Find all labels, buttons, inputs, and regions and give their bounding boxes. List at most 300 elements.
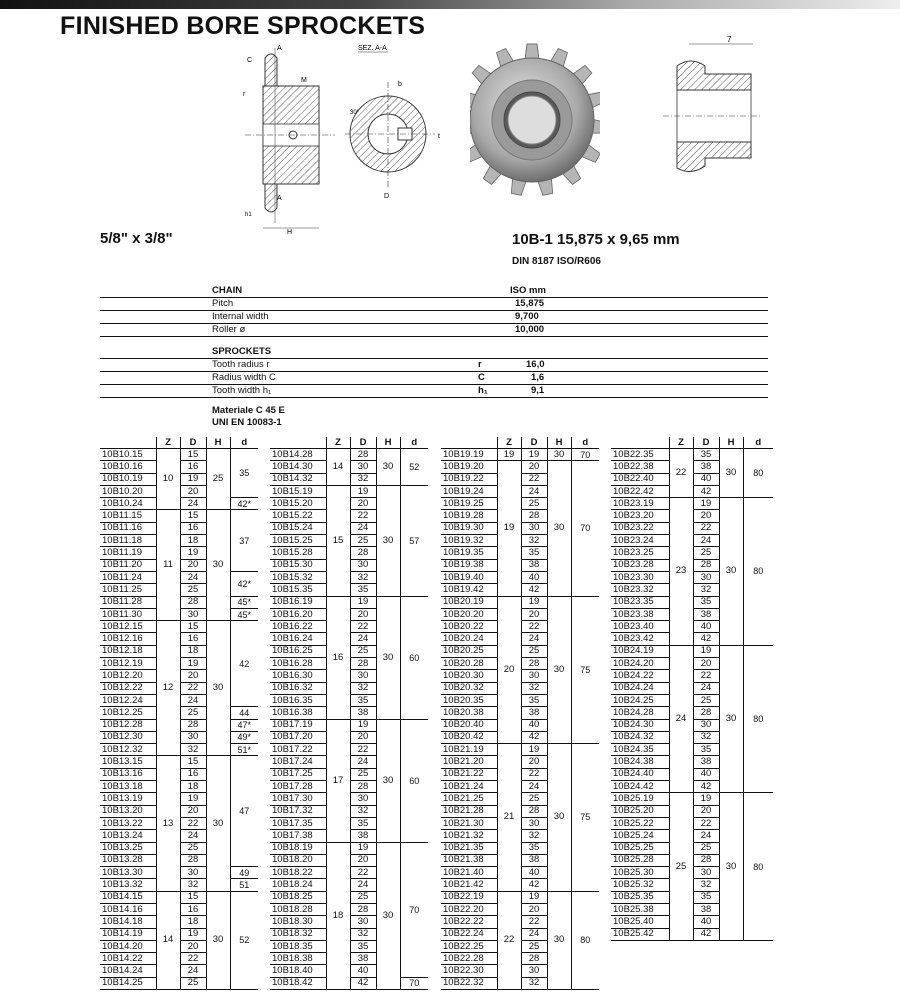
bore-diameter: 35	[693, 449, 719, 461]
product-code: 10B23.32	[611, 584, 669, 596]
bore-diameter: 35	[350, 940, 376, 952]
teeth-count: 16	[326, 596, 350, 719]
table-row	[611, 498, 773, 510]
label-m: M	[301, 77, 307, 84]
hub-diameter: 75	[571, 596, 599, 744]
product-code: 10B13.24	[100, 830, 156, 842]
product-code: 10B24.30	[611, 719, 669, 731]
bore-diameter: 30	[350, 916, 376, 928]
table-row	[441, 596, 599, 608]
bore-diameter: 16	[180, 522, 206, 534]
bore-diameter: 19	[350, 719, 376, 731]
bore-diameter: 19	[350, 596, 376, 608]
bore-diameter: 18	[180, 535, 206, 547]
bore-diameter: 32	[350, 473, 376, 485]
teeth-count: 24	[669, 645, 693, 793]
column-header	[270, 437, 326, 449]
product-code: 10B23.19	[611, 498, 669, 510]
product-code: 10B12.18	[100, 645, 156, 657]
chain-row: Pitch 15,875	[100, 298, 768, 311]
bore-diameter: 15	[180, 891, 206, 903]
bore-diameter: 28	[693, 854, 719, 866]
bore-diameter: 25	[521, 498, 547, 510]
bore-diameter: 20	[180, 670, 206, 682]
sprocket-row: Tooth width h₁ h₁ 9,1	[100, 385, 768, 398]
bore-diameter: 22	[693, 522, 719, 534]
hub-length: 30	[719, 449, 743, 498]
product-code: 10B25.24	[611, 830, 669, 842]
product-code: 10B14.15	[100, 891, 156, 903]
product-code: 10B18.30	[270, 916, 326, 928]
bore-diameter: 32	[521, 682, 547, 694]
product-code: 10B15.19	[270, 485, 326, 497]
product-code: 10B21.28	[441, 805, 497, 817]
product-code: 10B20.28	[441, 658, 497, 670]
chain-unit: ISO mm	[510, 285, 546, 296]
bore-diameter: 30	[180, 608, 206, 620]
product-code: 10B12.32	[100, 744, 156, 756]
column-header: D	[350, 437, 376, 449]
product-code: 10B24.20	[611, 658, 669, 670]
product-code: 10B20.25	[441, 645, 497, 657]
product-code: 10B12.20	[100, 670, 156, 682]
column-header: H	[719, 437, 743, 449]
bore-diameter: 38	[521, 559, 547, 571]
bore-diameter: 40	[521, 719, 547, 731]
product-code: 10B19.20	[441, 461, 497, 473]
product-code: 10B25.30	[611, 867, 669, 879]
bore-diameter: 19	[180, 928, 206, 940]
product-code: 10B22.22	[441, 916, 497, 928]
product-code: 10B24.19	[611, 645, 669, 657]
column-header: H	[376, 437, 400, 449]
product-code: 10B12.24	[100, 694, 156, 706]
teeth-count: 21	[497, 744, 521, 892]
material-line-2: UNI EN 10083-1	[212, 417, 282, 428]
product-code: 10B25.25	[611, 842, 669, 854]
product-code: 10B13.18	[100, 781, 156, 793]
table-row	[270, 842, 428, 854]
hub-diameter: 80	[743, 793, 773, 941]
product-code: 10B23.22	[611, 522, 669, 534]
table-header-row	[100, 437, 258, 449]
product-code: 10B10.16	[100, 461, 156, 473]
bore-diameter: 28	[350, 547, 376, 559]
hub-diameter: 52	[400, 449, 428, 486]
bore-diameter: 42	[693, 781, 719, 793]
product-code: 10B12.28	[100, 719, 156, 731]
hub-length: 30	[376, 485, 400, 596]
bore-diameter: 20	[521, 461, 547, 473]
hub-diameter: 52	[230, 891, 258, 989]
product-code: 10B14.20	[100, 940, 156, 952]
product-code: 10B11.15	[100, 510, 156, 522]
bore-diameter: 28	[350, 903, 376, 915]
column-header: Z	[669, 437, 693, 449]
product-code: 10B21.40	[441, 867, 497, 879]
bore-diameter: 25	[180, 977, 206, 989]
bore-diameter: 40	[350, 965, 376, 977]
teeth-count: 10	[156, 449, 180, 510]
bore-diameter: 35	[350, 584, 376, 596]
bore-diameter: 20	[350, 854, 376, 866]
bore-diameter: 28	[521, 953, 547, 965]
product-code: 10B16.38	[270, 707, 326, 719]
product-code: 10B15.20	[270, 498, 326, 510]
hub-diameter: 70	[400, 842, 428, 977]
product-code: 10B19.24	[441, 485, 497, 497]
bore-diameter: 24	[350, 879, 376, 891]
label-r: r	[243, 91, 246, 98]
table-row	[441, 461, 599, 473]
product-code: 10B21.24	[441, 781, 497, 793]
product-code: 10B19.40	[441, 571, 497, 583]
teeth-count: 22	[669, 449, 693, 498]
product-code: 10B17.19	[270, 719, 326, 731]
hub-diameter: 42*	[230, 571, 258, 596]
product-code: 10B22.40	[611, 473, 669, 485]
label-section: SEZ. A-A	[358, 45, 387, 52]
label-seven: 7	[727, 35, 732, 44]
product-code: 10B11.28	[100, 596, 156, 608]
product-code: 10B25.20	[611, 805, 669, 817]
teeth-count: 18	[326, 842, 350, 990]
bore-diameter: 19	[521, 744, 547, 756]
bore-diameter: 32	[350, 805, 376, 817]
column-header: d	[400, 437, 428, 449]
bore-diameter: 30	[350, 793, 376, 805]
bore-diameter: 16	[180, 768, 206, 780]
bore-diameter: 16	[180, 903, 206, 915]
product-code: 10B22.25	[441, 940, 497, 952]
column-header: D	[180, 437, 206, 449]
bore-diameter: 38	[521, 707, 547, 719]
size-inch: 5/8" x 3/8"	[100, 230, 173, 247]
bore-diameter: 24	[521, 781, 547, 793]
product-table-3	[441, 437, 599, 990]
bore-diameter: 30	[693, 571, 719, 583]
product-code: 10B10.24	[100, 498, 156, 510]
teeth-count: 20	[497, 596, 521, 744]
product-code: 10B24.25	[611, 694, 669, 706]
product-code: 10B14.22	[100, 953, 156, 965]
product-code: 10B21.32	[441, 830, 497, 842]
bore-diameter: 24	[521, 485, 547, 497]
bore-diameter: 32	[693, 584, 719, 596]
chain-header	[100, 285, 768, 298]
bore-diameter: 32	[350, 928, 376, 940]
bore-diameter: 20	[180, 485, 206, 497]
product-code: 10B17.32	[270, 805, 326, 817]
product-code: 10B18.19	[270, 842, 326, 854]
bore-diameter: 20	[350, 731, 376, 743]
sprockets-title: SPROCKETS	[212, 346, 272, 357]
teeth-count: 19	[497, 449, 521, 461]
bore-diameter: 35	[350, 817, 376, 829]
product-code: 10B23.28	[611, 559, 669, 571]
product-code: 10B23.20	[611, 510, 669, 522]
bore-diameter: 42	[693, 928, 719, 940]
bore-diameter: 20	[350, 498, 376, 510]
bore-diameter: 20	[521, 756, 547, 768]
material-note	[212, 405, 285, 429]
table-row	[270, 449, 428, 461]
bore-diameter: 30	[521, 670, 547, 682]
product-code: 10B22.20	[441, 903, 497, 915]
table-header-row	[611, 437, 773, 449]
bore-diameter: 22	[180, 682, 206, 694]
bore-diameter: 19	[521, 449, 547, 461]
bore-diameter: 25	[521, 940, 547, 952]
product-code: 10B21.42	[441, 879, 497, 891]
product-code: 10B19.22	[441, 473, 497, 485]
bore-diameter: 15	[180, 510, 206, 522]
bore-diameter: 15	[180, 756, 206, 768]
column-header	[441, 437, 497, 449]
product-code: 10B21.20	[441, 756, 497, 768]
label-a2: A	[277, 195, 282, 202]
bore-diameter: 25	[693, 842, 719, 854]
top-decor-bar	[0, 0, 900, 9]
bore-diameter: 28	[350, 658, 376, 670]
bore-diameter: 25	[521, 645, 547, 657]
teeth-count: 13	[156, 756, 180, 891]
bore-diameter: 24	[521, 928, 547, 940]
bore-diameter: 22	[521, 473, 547, 485]
bore-diameter: 20	[693, 510, 719, 522]
bore-diameter: 28	[521, 805, 547, 817]
table-row	[611, 645, 773, 657]
hub-length: 30	[376, 449, 400, 486]
product-code: 10B17.22	[270, 744, 326, 756]
bore-diameter: 22	[521, 621, 547, 633]
product-code: 10B19.25	[441, 498, 497, 510]
hub-diameter: 70	[400, 977, 428, 989]
hub-diameter: 57	[400, 485, 428, 596]
bore-diameter: 42	[350, 977, 376, 989]
bore-diameter: 38	[693, 756, 719, 768]
bore-diameter: 22	[693, 817, 719, 829]
material-line-1: Materiale C 45 E	[212, 405, 285, 416]
product-code: 10B19.28	[441, 510, 497, 522]
product-code: 10B11.30	[100, 608, 156, 620]
hub-length: 30	[719, 498, 743, 646]
bore-diameter: 19	[350, 842, 376, 854]
table-row	[270, 485, 428, 497]
hub-diameter: 60	[400, 596, 428, 719]
bore-diameter: 35	[350, 694, 376, 706]
bore-diameter: 22	[350, 867, 376, 879]
bore-diameter: 19	[180, 473, 206, 485]
product-code: 10B12.22	[100, 682, 156, 694]
product-code: 10B14.18	[100, 916, 156, 928]
product-code: 10B20.20	[441, 608, 497, 620]
hub-length: 25	[206, 449, 230, 510]
bore-diameter: 42	[693, 485, 719, 497]
product-code: 10B15.24	[270, 522, 326, 534]
product-code: 10B14.30	[270, 461, 326, 473]
bore-diameter: 24	[180, 830, 206, 842]
hub-diameter: 49*	[230, 731, 258, 743]
bore-diameter: 30	[350, 461, 376, 473]
product-code: 10B25.42	[611, 928, 669, 940]
product-code: 10B22.35	[611, 449, 669, 461]
product-code: 10B17.30	[270, 793, 326, 805]
product-code: 10B16.22	[270, 621, 326, 633]
product-code: 10B21.30	[441, 817, 497, 829]
bore-diameter: 30	[693, 867, 719, 879]
product-code: 10B11.25	[100, 584, 156, 596]
product-code: 10B18.32	[270, 928, 326, 940]
bore-diameter: 32	[521, 535, 547, 547]
sprockets-header	[100, 346, 768, 359]
product-code: 10B24.40	[611, 768, 669, 780]
bore-diameter: 28	[521, 510, 547, 522]
hub-diameter: 45*	[230, 608, 258, 620]
bore-diameter: 15	[180, 621, 206, 633]
bore-diameter: 24	[180, 498, 206, 510]
product-code: 10B25.32	[611, 879, 669, 891]
product-code: 10B22.32	[441, 977, 497, 989]
product-code: 10B24.38	[611, 756, 669, 768]
product-code: 10B16.20	[270, 608, 326, 620]
product-code: 10B15.30	[270, 559, 326, 571]
hub-length: 30	[206, 891, 230, 989]
product-code: 10B24.42	[611, 781, 669, 793]
product-code: 10B19.42	[441, 584, 497, 596]
hub-diameter: 75	[571, 744, 599, 892]
label-angle: 30°	[350, 110, 360, 116]
bore-diameter: 25	[180, 707, 206, 719]
product-code: 10B14.28	[270, 449, 326, 461]
bore-diameter: 25	[350, 891, 376, 903]
bore-diameter: 22	[693, 670, 719, 682]
product-code: 10B10.19	[100, 473, 156, 485]
product-code: 10B13.28	[100, 854, 156, 866]
bore-diameter: 25	[180, 584, 206, 596]
label-h: H	[287, 229, 293, 236]
product-table-1	[100, 437, 258, 990]
bore-diameter: 28	[180, 719, 206, 731]
bore-diameter: 42	[521, 731, 547, 743]
label-a1: A	[277, 45, 282, 52]
column-header: H	[547, 437, 571, 449]
section-drawing	[235, 38, 340, 238]
product-code: 10B15.35	[270, 584, 326, 596]
product-code: 10B16.19	[270, 596, 326, 608]
bore-diameter: 32	[693, 879, 719, 891]
product-code: 10B14.32	[270, 473, 326, 485]
bore-diameter: 28	[180, 854, 206, 866]
chain-title: CHAIN	[212, 285, 243, 296]
bore-diameter: 32	[180, 744, 206, 756]
hub-diameter: 51	[230, 879, 258, 891]
product-code: 10B23.24	[611, 535, 669, 547]
product-code: 10B18.35	[270, 940, 326, 952]
table-row	[611, 793, 773, 805]
bore-diameter: 19	[350, 485, 376, 497]
bore-diameter: 38	[693, 461, 719, 473]
product-code: 10B15.32	[270, 571, 326, 583]
product-code: 10B13.32	[100, 879, 156, 891]
product-code: 10B18.24	[270, 879, 326, 891]
bore-diameter: 22	[350, 744, 376, 756]
hub-diameter: 47*	[230, 719, 258, 731]
bore-diameter: 20	[693, 658, 719, 670]
product-code: 10B20.30	[441, 670, 497, 682]
bore-diameter: 28	[693, 559, 719, 571]
hub-diameter: 42	[230, 621, 258, 707]
product-code: 10B12.30	[100, 731, 156, 743]
hub-length: 30	[206, 621, 230, 756]
bore-diameter: 24	[350, 633, 376, 645]
chain-row: Internal width 9,700	[100, 311, 768, 324]
hub-diameter: 45*	[230, 596, 258, 608]
product-code: 10B22.42	[611, 485, 669, 497]
product-code: 10B25.22	[611, 817, 669, 829]
hub-length: 30	[719, 793, 743, 941]
product-code: 10B19.35	[441, 547, 497, 559]
bore-diameter: 32	[180, 879, 206, 891]
hub-diameter: 80	[743, 449, 773, 498]
bore-diameter: 24	[180, 965, 206, 977]
teeth-count: 12	[156, 621, 180, 756]
hub-diameter: 70	[571, 461, 599, 596]
hub-diameter: 70	[571, 449, 599, 461]
product-code: 10B21.38	[441, 854, 497, 866]
bore-diameter: 20	[693, 805, 719, 817]
label-D: D	[384, 193, 390, 200]
bore-diameter: 24	[180, 571, 206, 583]
bore-diameter: 35	[521, 547, 547, 559]
product-code: 10B12.25	[100, 707, 156, 719]
table-row	[441, 891, 599, 903]
hub-diameter: 42*	[230, 498, 258, 510]
teeth-count: 22	[497, 891, 521, 989]
product-code: 10B22.38	[611, 461, 669, 473]
bore-diameter: 38	[693, 903, 719, 915]
chain-code: 10B-1 15,875 x 9,65 mm	[512, 231, 680, 248]
bore-diameter: 24	[180, 694, 206, 706]
hub-diameter: 51*	[230, 744, 258, 756]
page-title: FINISHED BORE SPROCKETS	[60, 12, 426, 40]
teeth-count: 25	[669, 793, 693, 941]
hub-diameter: 49	[230, 867, 258, 879]
bore-diameter: 20	[521, 608, 547, 620]
table-row	[100, 449, 258, 461]
bore-diameter: 24	[350, 522, 376, 534]
product-code: 10B16.32	[270, 682, 326, 694]
product-code: 10B23.30	[611, 571, 669, 583]
bore-diameter: 35	[521, 842, 547, 854]
product-code: 10B16.24	[270, 633, 326, 645]
label-h1: h1	[245, 212, 252, 218]
product-code: 10B20.19	[441, 596, 497, 608]
bore-section-drawing	[655, 30, 765, 200]
product-code: 10B11.19	[100, 547, 156, 559]
hub-length: 30	[547, 461, 571, 596]
chain-spec	[100, 285, 768, 337]
product-code: 10B18.40	[270, 965, 326, 977]
product-code: 10B21.35	[441, 842, 497, 854]
product-code: 10B13.19	[100, 793, 156, 805]
bore-diameter: 19	[180, 793, 206, 805]
sprocket-row: Radius width C C 1,6	[100, 372, 768, 385]
bore-diameter: 25	[350, 768, 376, 780]
product-code: 10B19.38	[441, 559, 497, 571]
bore-diameter: 38	[350, 707, 376, 719]
bore-diameter: 20	[180, 559, 206, 571]
